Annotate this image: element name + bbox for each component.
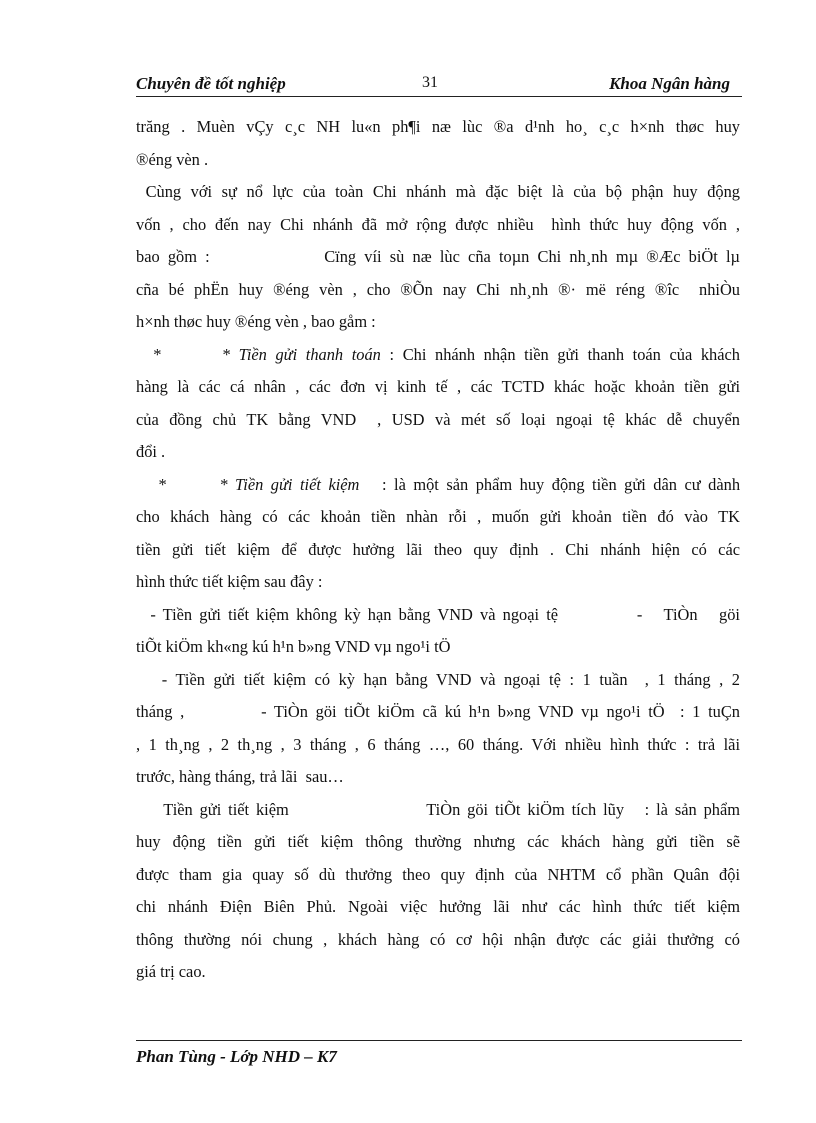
bullet-term: * Tiền gửi thanh toán bbox=[221, 344, 381, 364]
text-line: Tiền gửi tiết kiệm TiÒn göi tiÕt kiÖm tích lũy : là sản phẩm bbox=[136, 799, 740, 819]
page-number: 31 bbox=[422, 74, 438, 91]
footer-rule bbox=[136, 1040, 742, 1041]
text-line: trước, hàng tháng, trả lãi sau… bbox=[136, 767, 344, 786]
text-line: giá trị cao. bbox=[136, 962, 206, 981]
text-line: tiền gửi tiết kiệm để được hưởng lãi theo quy định . Chi nhánh hiện có các bbox=[136, 539, 740, 559]
text-line: cho khách hàng có các khoản tiền nhàn rỗi , muốn gửi khoản tiền đó vào TK bbox=[136, 507, 740, 526]
text-line: h×nh thøc huy ®éng vèn , bao gåm : bbox=[136, 312, 376, 331]
text-line: hàng là các cá nhân , các đơn vị kinh tế , các TCTD khác hoặc khoản tiền gửi bbox=[136, 377, 740, 396]
text-line: - Tiền gửi tiết kiệm có kỳ hạn bằng VND và ngoại tệ : 1 tuần , 1 tháng , 2 bbox=[136, 669, 740, 689]
bullet-prefix: * bbox=[136, 474, 220, 494]
text-line: tháng , - TiÒn göi tiÕt kiÖm cã kú h¹n b»ng VND vµ ngo¹i tÖ : 1 tuÇn bbox=[136, 702, 740, 721]
text-line: bao gồm : Cïng víi sù næ lùc cña toµn Chi nh¸nh mµ ®Æc biÖt lµ bbox=[136, 247, 740, 266]
text-line: ®éng vèn . bbox=[136, 149, 209, 169]
text-line: tiÕt kiÖm kh«ng kú h¹n b»ng VND vµ ngo¹i tÖ bbox=[136, 637, 451, 656]
text-line: vốn , cho đến nay Chi nhánh đã mở rộng được nhiều hình thức huy động vốn , bbox=[136, 214, 740, 234]
text-line: Cùng với sự nổ lực của toàn Chi nhánh mà đặc biệt là của bộ phận huy động bbox=[136, 182, 740, 201]
bullet-prefix: * bbox=[136, 344, 222, 364]
footer-author: Phan Tùng - Lớp NHD – K7 bbox=[136, 1047, 337, 1066]
text-line bbox=[136, 342, 740, 375]
text-line: của đồng chủ TK bằng VND , USD và mét số loại ngoại tệ khác dễ chuyển bbox=[136, 409, 740, 429]
text-line: chi nhánh Điện Biên Phủ. Ngoài việc hưởng lãi như các hình thức tiết kiệm bbox=[136, 897, 740, 916]
text-line: được tham gia quay số dù thưởng theo quy định của NHTM cổ phần Quân đội bbox=[136, 864, 740, 884]
text-line bbox=[136, 472, 740, 505]
bullet-term: * Tiền gửi tiết kiệm bbox=[219, 474, 360, 494]
header-department: Khoa Ngân hàng bbox=[609, 74, 730, 93]
text-line: thông thường nói chung , khách hàng có cơ hội nhận được các giải thưởng có bbox=[136, 929, 740, 949]
text-line: , 1 th¸ng , 2 th¸ng , 3 tháng , 6 tháng …, 60 tháng. Với nhiều hình thức : trả lãi bbox=[136, 734, 740, 754]
document-body bbox=[136, 114, 740, 992]
text-line: trăng . Muèn vÇy c¸c NH lu«n ph¶i næ lùc ®a d¹nh ho¸ c¸c h×nh thøc huy bbox=[136, 117, 740, 136]
bullet-text: : là một sản phẩm huy động tiền gửi dân cư dành bbox=[359, 474, 740, 494]
text-line: cña bé phËn huy ®éng vèn , cho ®Õn nay Chi nh¸nh ®· më réng ®îc nhiÒu bbox=[136, 279, 740, 299]
text-line: hình thức tiết kiệm sau đây : bbox=[136, 572, 323, 591]
text-line: huy động tiền gửi tiết kiệm thông thường nhưng các khách hàng gửi tiền sẽ bbox=[136, 832, 740, 851]
bullet-text: : Chi nhánh nhận tiền gửi thanh toán của khách bbox=[380, 344, 740, 364]
header-title: Chuyên đề tốt nghiệp bbox=[136, 74, 286, 93]
text-line: - Tiền gửi tiết kiệm không kỳ hạn bằng VND và ngoại tệ - TiÒn göi bbox=[136, 604, 740, 624]
page-header bbox=[136, 74, 742, 97]
text-line: đổi . bbox=[136, 442, 166, 461]
